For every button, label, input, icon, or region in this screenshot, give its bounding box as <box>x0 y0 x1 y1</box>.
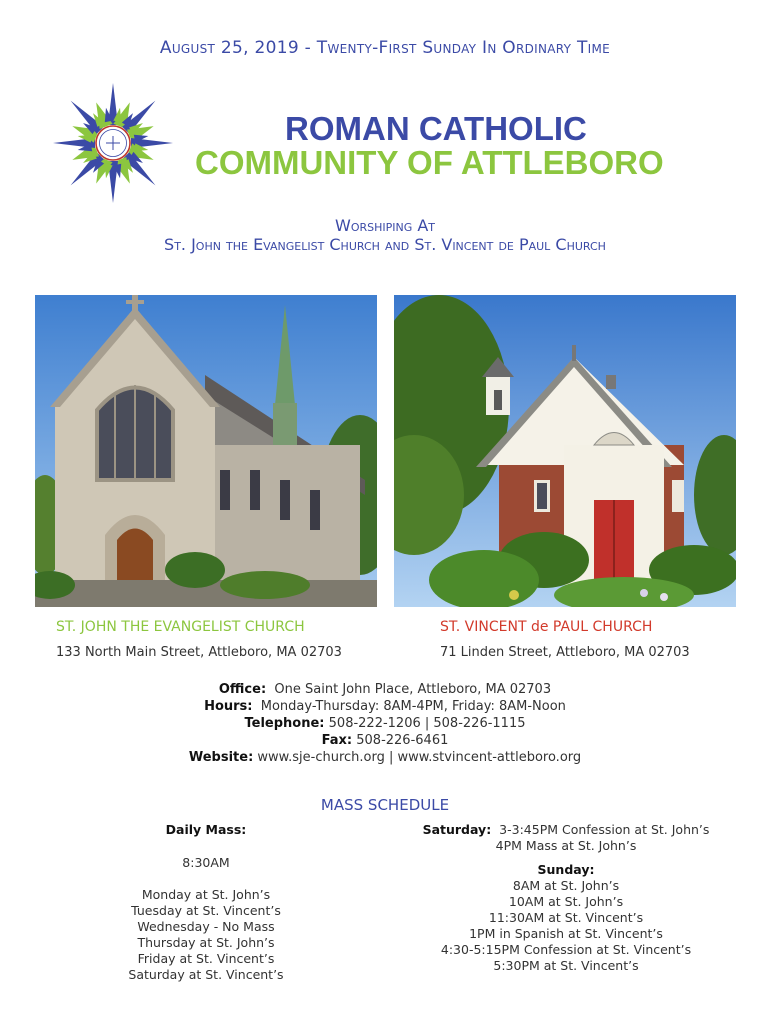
st-vincent-address: 71 Linden Street, Attleboro, MA 02703 <box>440 645 690 660</box>
st-vincent-church-photo <box>394 295 736 607</box>
daily-day-item: Tuesday at St. Vincent’s <box>131 903 281 918</box>
churches-line: St. John the Evangelist Church and St. Vincent de Paul Church <box>164 235 606 254</box>
fax-row <box>0 732 770 749</box>
daily-day-item: Monday at St. John’s <box>141 887 271 902</box>
daily-mass-column <box>100 822 312 983</box>
fax-label: Fax: <box>321 733 353 748</box>
saturday-item: 3-3:45PM Confession at St. John’s <box>499 822 710 837</box>
title-line-1: ROMAN CATHOLIC <box>285 110 587 147</box>
st-john-address: 133 North Main Street, Attleboro, MA 02703 <box>56 645 342 660</box>
mass-schedule-title: MASS SCHEDULE <box>320 796 450 814</box>
daily-day-item: Saturday at St. Vincent’s <box>128 967 284 982</box>
office-value: One Saint John Place, Attleboro, MA 02703 <box>274 682 552 697</box>
st-john-name: ST. JOHN THE EVANGELIST CHURCH <box>56 619 305 635</box>
sunday-item: 10AM at St. John’s <box>508 894 624 909</box>
hours-value: Monday-Thursday: 8AM-4PM, Friday: 8AM-Noon <box>260 699 566 714</box>
daily-mass-time: 8:30AM <box>182 855 230 870</box>
st-vincent-name: ST. VINCENT de PAUL CHURCH <box>440 619 653 635</box>
hours-label: Hours: <box>204 699 253 714</box>
phone-label: Telephone: <box>244 716 325 731</box>
sunday-item: 5:30PM at St. Vincent’s <box>493 958 639 973</box>
daily-day-item: Wednesday - No Mass <box>137 919 275 934</box>
saturday-row <box>418 822 714 838</box>
sunday-item: 4:30-5:15PM Confession at St. Vincent’s <box>440 942 692 957</box>
phone-value: 508-222-1206 | 508-226-1115 <box>328 716 526 731</box>
st-john-church-photo <box>35 295 377 607</box>
office-label: Office: <box>218 682 267 697</box>
fax-value: 508-226-6461 <box>356 733 449 748</box>
office-row <box>0 681 770 698</box>
website-row <box>0 749 770 766</box>
website-value[interactable]: www.sje-church.org | www.stvincent-attleboro.org <box>257 750 582 765</box>
sunday-label: Sunday: <box>537 862 595 877</box>
daily-day-item: Friday at St. Vincent’s <box>137 951 275 966</box>
daily-day-item: Thursday at St. John’s <box>137 935 275 950</box>
hours-row <box>0 698 770 715</box>
office-info <box>0 681 770 766</box>
sunday-item: 11:30AM at St. Vincent’s <box>488 910 644 925</box>
date-line: August 25, 2019 - Twenty-First Sunday In Ordinary Time <box>159 38 611 58</box>
saturday-item: 4PM Mass at St. John’s <box>495 838 637 853</box>
daily-mass-label: Daily Mass: <box>165 822 247 837</box>
title-line-2: COMMUNITY OF ATTLEBORO <box>195 144 664 181</box>
sunday-item: 1PM in Spanish at St. Vincent’s <box>469 926 663 941</box>
worship-line: Worshiping At <box>335 216 435 235</box>
saturday-label: Saturday: <box>422 822 492 837</box>
phone-row <box>0 715 770 732</box>
weekend-mass-column <box>418 822 714 974</box>
website-label: Website: <box>188 750 254 765</box>
parish-logo <box>52 82 174 204</box>
sunday-item: 8AM at St. John’s <box>512 878 620 893</box>
